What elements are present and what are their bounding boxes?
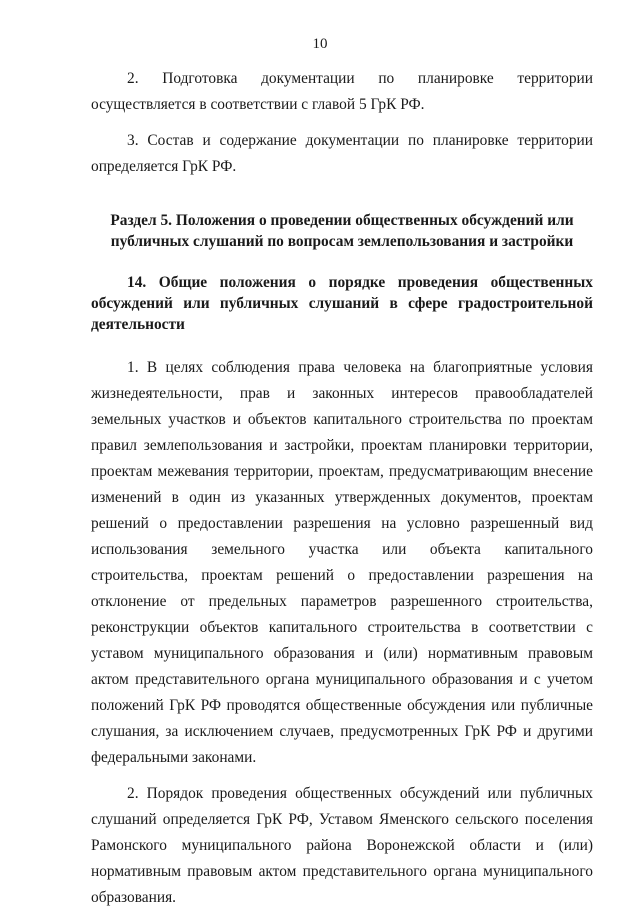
document-body [91, 66, 593, 911]
paragraph-2: 2. Подготовка документации по планировке территории осуществляется в соответствии с главой 5 ГрК РФ. [91, 70, 593, 113]
page-number: 10 [312, 36, 328, 52]
article-title: 14. Общие положения о порядке проведения общественных обсуждений или публичных слушаний в сфере градостроительной деятельности [91, 274, 593, 333]
section-title: Раздел 5. Положения о проведении общественных обсуждений или публичных слушаний по вопросам землепользования и застройки [110, 212, 574, 250]
paragraph-3: 3. Состав и содержание документации по планировке территории определяется ГрК РФ. [91, 132, 593, 175]
article-paragraph-1: 1. В целях соблюдения права человека на благоприятные условия жизнедеятельности, прав и законных интересов правообладателей земельных участков и объектов капитального строительства по проектам правил землепользования и застройки, проектам планировки территории, проектам межевания территории, проектам, предусматривающим внесение изменений в один из указанных утвержденных документов, проектам решений о предоставлении разрешения на условно разрешенный вид использования земельного участка или объекта капитального строительства, проектам решений о предоставлении разрешения на отклонение от предельных параметров разрешенного строительства, реконструкции объектов капитального строительства в соответствии с уставом муниципального образования и (или) нормативным правовым актом представительного органа муниципального образования и с учетом положений ГрК РФ проводятся общественные обсуждения или публичные слушания, за исключением случаев, предусмотренных ГрК РФ и другими федеральными законами. [91, 359, 593, 766]
article-paragraph-2: 2. Порядок проведения общественных обсуждений или публичных слушаний определяется ГрК РФ, Уставом Яменского сельского поселения Рамонского муниципального района Воронежской области и (или) нормативным правовым актом представительного органа муниципального образования. [91, 785, 593, 906]
